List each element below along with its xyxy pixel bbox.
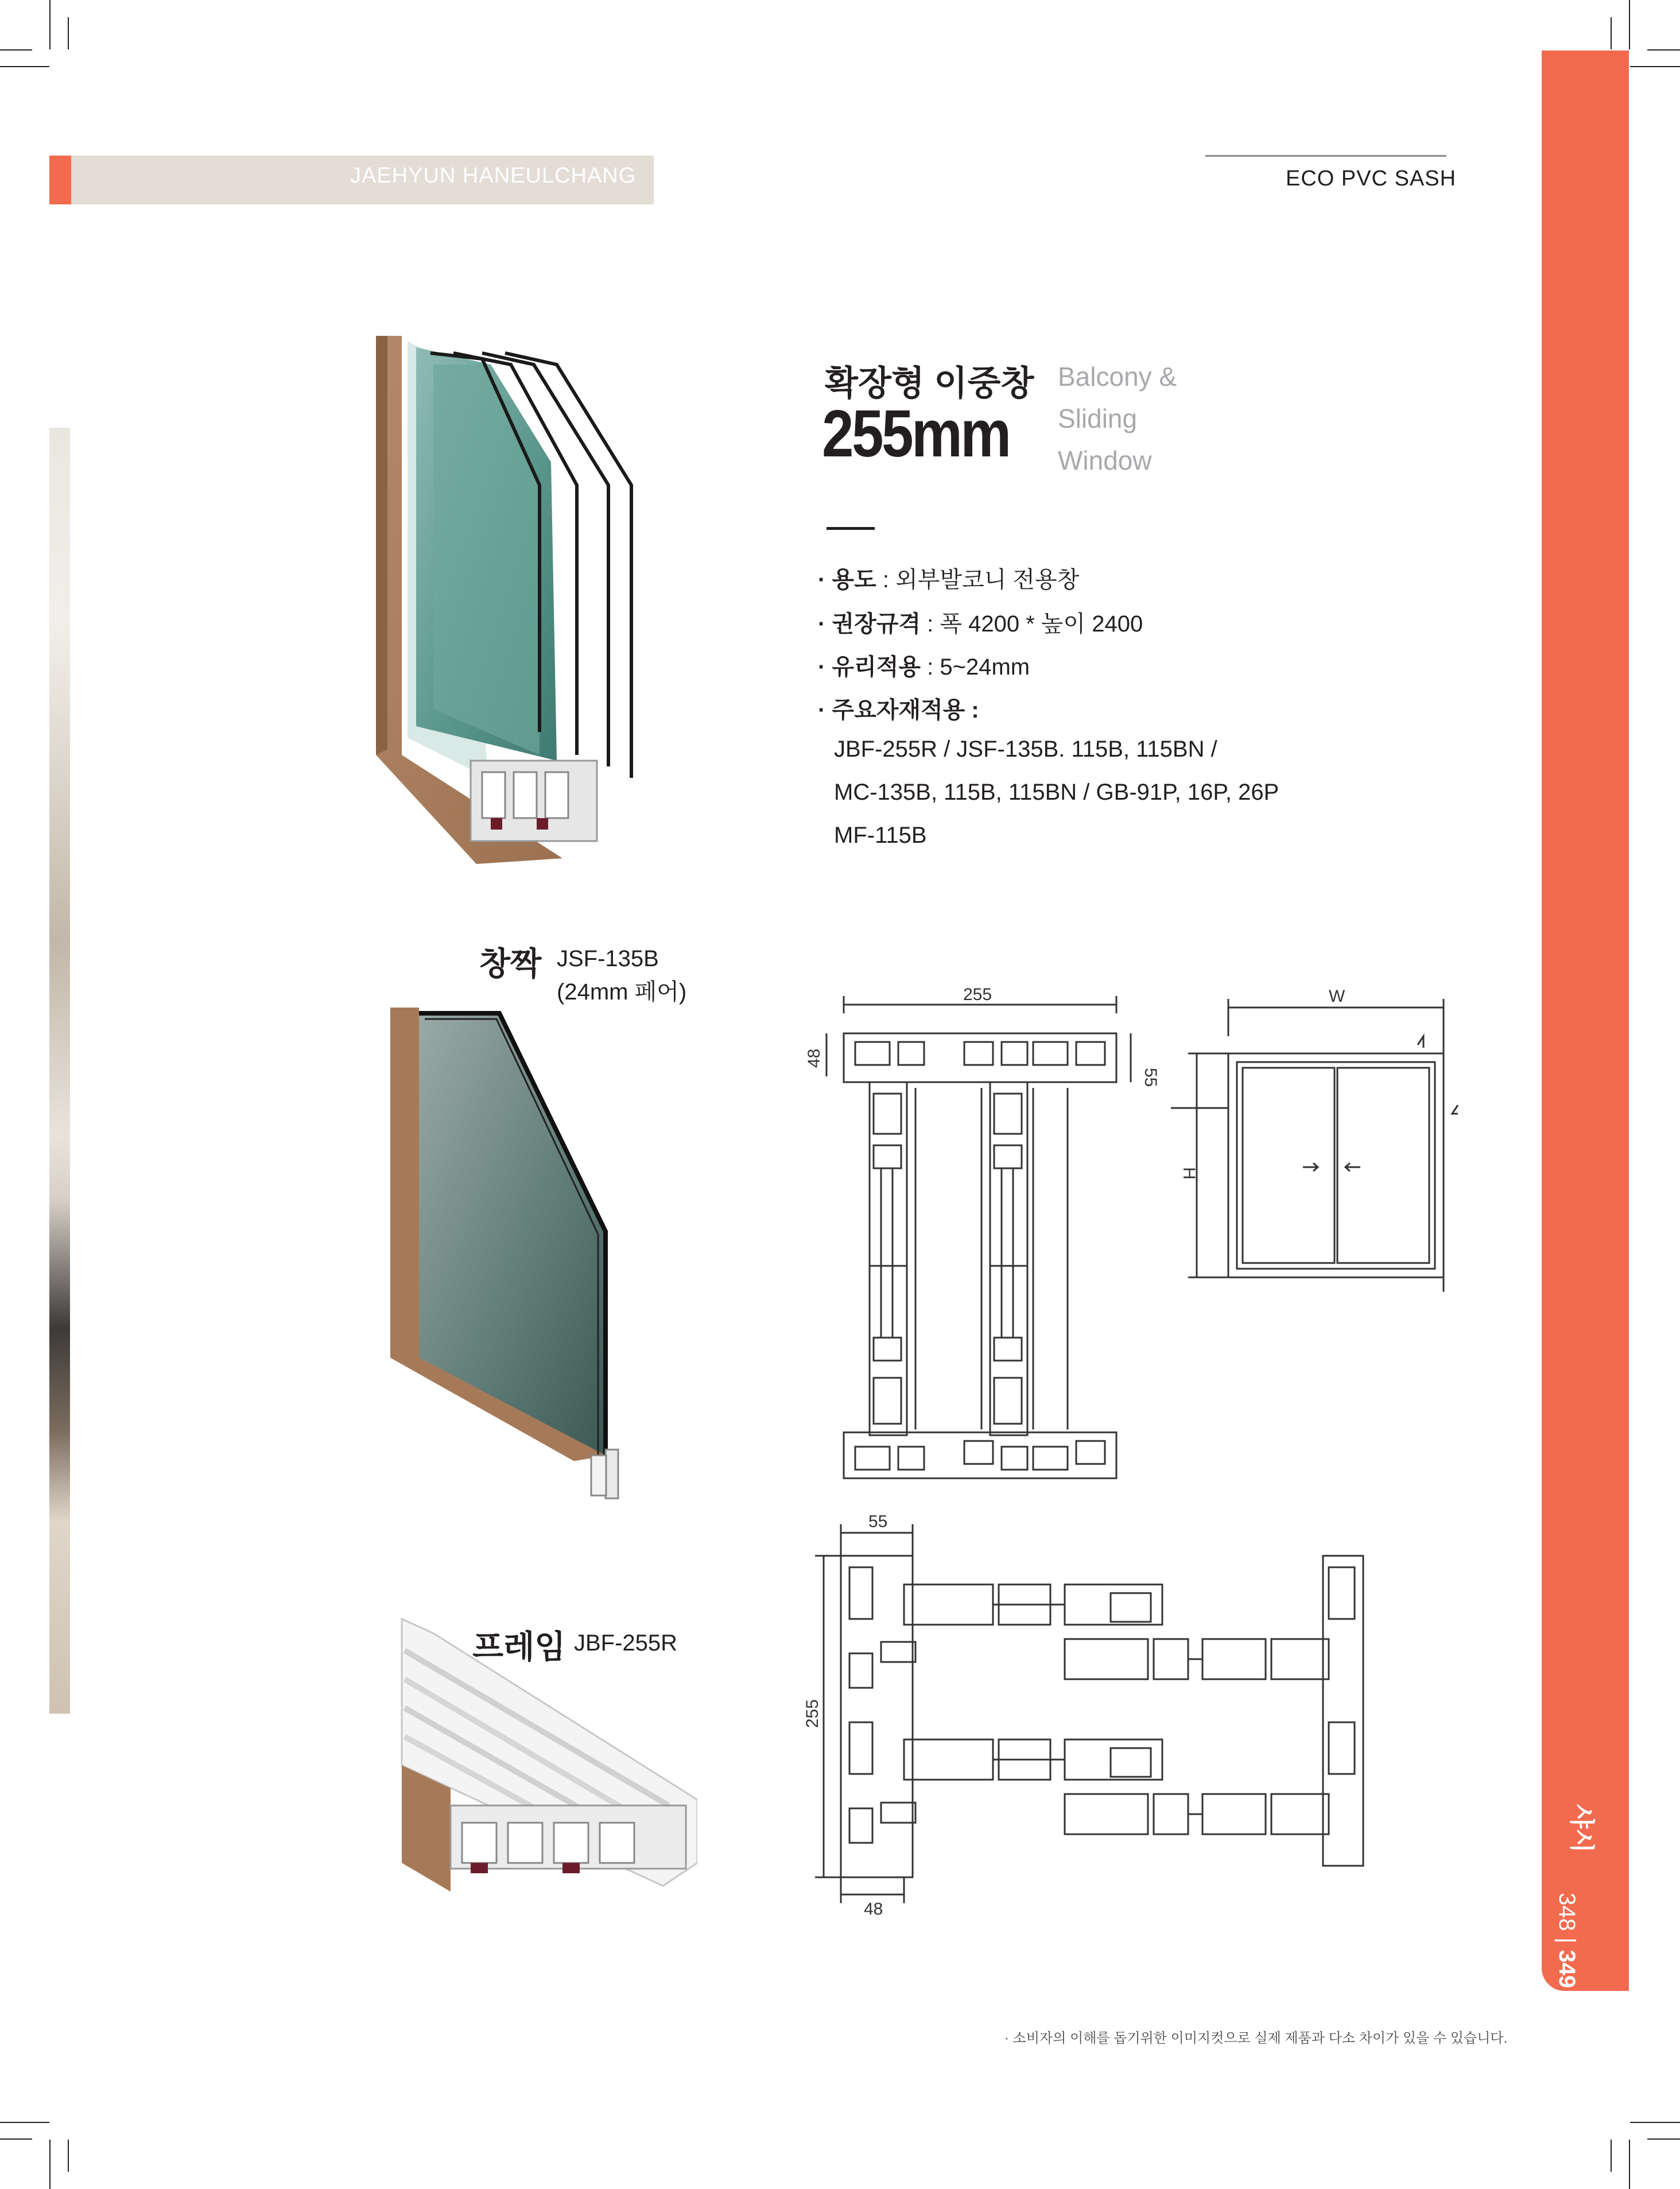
dim-w: W xyxy=(1329,987,1345,1006)
crop-mark xyxy=(68,2140,69,2172)
category-label: ECO PVC SASH xyxy=(1286,166,1457,191)
sash-label-note: (24mm 페어) xyxy=(557,979,687,1005)
title-divider xyxy=(827,527,875,530)
crop-mark xyxy=(1629,2140,1630,2189)
materials-line: MC-135B, 115B, 115BN / GB-91P, 16P, 26P xyxy=(834,780,1279,805)
spec-key: · 주요자재적용 : xyxy=(818,698,979,723)
dim-side: 255 xyxy=(803,1699,822,1728)
side-tab xyxy=(1542,51,1629,1991)
brand-name: JAEHYUN HANEULCHANG xyxy=(350,164,637,188)
frame-label-ko: 프레임 xyxy=(472,1629,566,1665)
spec-key: · 용도 xyxy=(818,567,876,592)
window-corner-image xyxy=(367,330,689,864)
interior-photo-strip xyxy=(49,428,70,1714)
crop-mark xyxy=(1647,49,1680,51)
crop-mark xyxy=(0,2122,49,2123)
header-accent-bar xyxy=(49,156,71,204)
elevation-drawing xyxy=(1171,985,1481,1295)
product-title-en-line: Balcony & xyxy=(1058,362,1177,392)
frame-image xyxy=(399,1616,697,1892)
page-numbers xyxy=(1544,1843,1590,2038)
crop-mark xyxy=(68,17,69,49)
crop-mark xyxy=(1611,2140,1612,2172)
side-tab-section: 샤시 xyxy=(1568,1804,1596,1853)
crop-mark xyxy=(0,66,49,67)
horizontal-section-drawing xyxy=(801,1510,1403,1917)
dim-top: 55 xyxy=(868,1512,888,1531)
page-separator: | xyxy=(1554,1937,1580,1944)
crop-mark xyxy=(49,0,51,49)
spec-item xyxy=(818,649,1030,681)
spec-item xyxy=(818,606,1143,638)
dim-left: 48 xyxy=(805,1048,824,1068)
footnote: · 소비자의 이해를 돕기위한 이미지컷으로 실제 제품과 다소 차이가 있을 수 있습니다. xyxy=(1004,2031,1508,2046)
materials-line: JBF-255R / JSF-135B. 115B, 115BN / xyxy=(834,737,1217,762)
dim-h: H xyxy=(1180,1167,1198,1180)
product-title-ko: 확장형 이중창 xyxy=(825,364,1034,402)
sash-label-code: JSF-135B xyxy=(557,946,659,971)
crop-mark xyxy=(0,2138,32,2140)
crop-mark xyxy=(1629,0,1630,49)
crop-mark xyxy=(1630,2122,1680,2123)
product-title-en-line: Sliding xyxy=(1058,404,1138,433)
product-title-en-line: Window xyxy=(1058,445,1152,475)
product-title-en xyxy=(1058,356,1177,482)
sash-label-ko: 창짝 xyxy=(479,946,542,982)
dim-bottom: 48 xyxy=(864,1900,883,1917)
crop-mark xyxy=(1611,17,1612,49)
crop-mark xyxy=(49,2140,51,2189)
vertical-section-drawing xyxy=(798,987,1165,1487)
spec-value: : 5~24mm xyxy=(921,654,1030,680)
crop-mark xyxy=(1647,2138,1680,2140)
spec-key: · 권장규격 xyxy=(818,611,921,637)
page-number-left: 348 xyxy=(1554,1892,1580,1931)
materials-line: MF-115B xyxy=(834,823,927,848)
page-number-right: 349 xyxy=(1554,1950,1580,1989)
dim-width: 255 xyxy=(963,987,992,1004)
frame-label-code: JBF-255R xyxy=(574,1630,678,1656)
product-size: 255mm xyxy=(822,396,1010,471)
spec-value: : 폭 4200 * 높이 2400 xyxy=(921,611,1143,637)
spec-key: · 유리적용 xyxy=(818,654,921,680)
dim-right: 55 xyxy=(1141,1068,1160,1087)
crop-mark xyxy=(1630,66,1680,67)
spec-value: : 외부발코니 전용창 xyxy=(876,567,1080,592)
sash-image xyxy=(385,1002,631,1501)
crop-mark xyxy=(0,49,32,51)
spec-item xyxy=(818,692,979,724)
spec-item xyxy=(818,561,1079,594)
category-rule xyxy=(1205,155,1446,157)
